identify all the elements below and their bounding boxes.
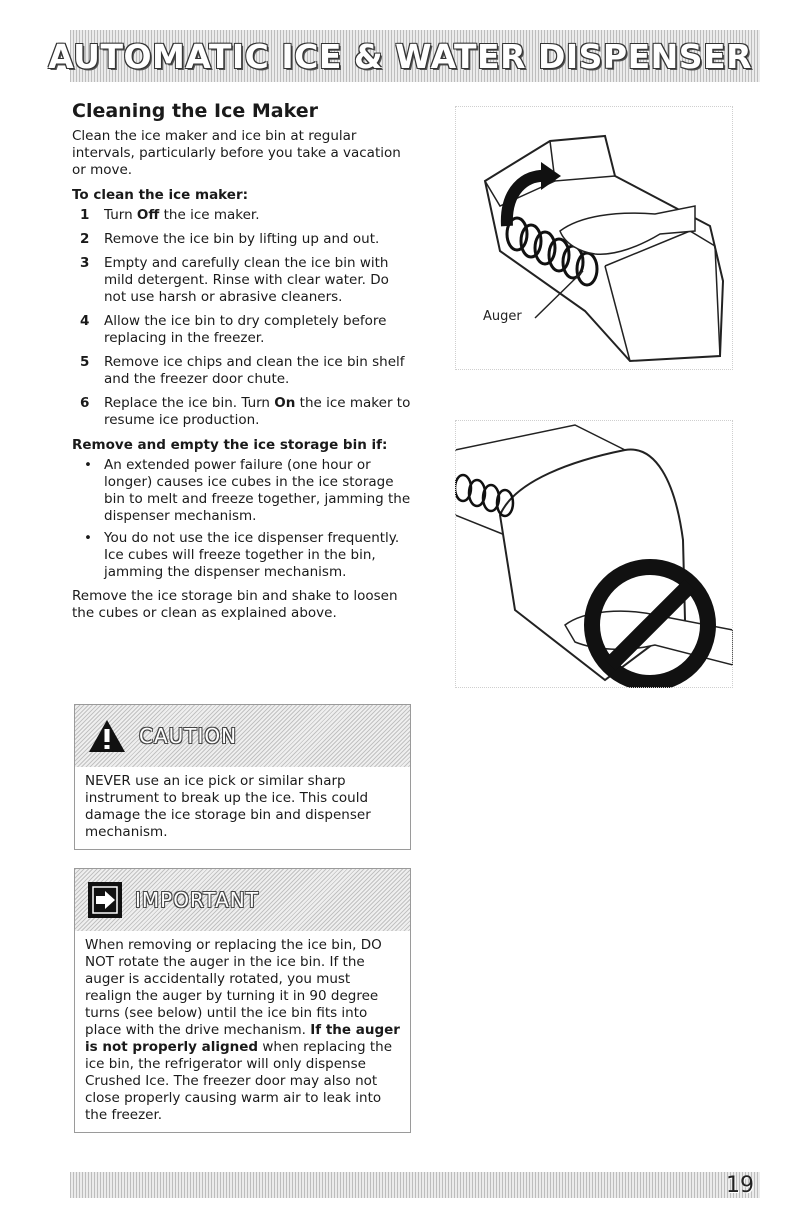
- step-text: Remove the ice bin by lifting up and out.: [104, 231, 380, 247]
- auger-label: Auger: [483, 309, 522, 324]
- bullet-icon: •: [84, 530, 92, 546]
- list-item: [72, 530, 412, 581]
- step-text: Allow the ice bin to dry completely before replacing in the freezer.: [104, 313, 387, 346]
- closing-paragraph: Remove the ice storage bin and shake to loosen the cubes or clean as explained above.: [72, 588, 398, 621]
- step-number: 6: [80, 395, 90, 411]
- footer-bar: [70, 1172, 760, 1198]
- empty-bin-conditions-list: [72, 457, 412, 581]
- step-bold-text: On: [274, 395, 296, 411]
- step-item: [72, 207, 412, 224]
- section-title: Cleaning the Ice Maker: [72, 100, 318, 122]
- step-number: 3: [80, 255, 90, 271]
- important-body: [75, 931, 410, 1132]
- cleaning-steps-list: [72, 207, 412, 429]
- step-number: 4: [80, 313, 90, 329]
- important-box: [74, 868, 411, 1133]
- page-title: AUTOMATIC ICE & WATER DISPENSER: [48, 36, 752, 76]
- intro-paragraph: Clean the ice maker and ice bin at regular intervals, particularly before you take a vacation or move.: [72, 128, 401, 178]
- step-item: [72, 395, 412, 429]
- arrow-box-icon: [87, 881, 123, 919]
- bullet-text: An extended power failure (one hour or longer) causes ice cubes in the ice storage bin to melt and freeze together, jamming the dispenser mechanism.: [104, 457, 411, 524]
- step-text: the ice maker.: [159, 207, 260, 223]
- step-item: [72, 255, 412, 306]
- caution-header: [75, 705, 410, 767]
- step-text: Empty and carefully clean the ice bin with mild detergent. Rinse with clear water. Do not use harsh or abrasive cleaners.: [104, 255, 389, 305]
- prohibited-hand-figure: [455, 420, 733, 688]
- main-text-column: [72, 100, 412, 622]
- step-text: Replace the ice bin. Turn: [104, 395, 275, 411]
- caution-body: NEVER use an ice pick or similar sharp instrument to break up the ice. This could damage the ice storage bin and dispenser mechanism.: [85, 773, 371, 840]
- steps-heading: To clean the ice maker:: [72, 187, 249, 203]
- step-bold-text: Off: [136, 207, 160, 223]
- important-title: IMPORTANT: [135, 888, 259, 912]
- header-banner: [48, 30, 760, 82]
- page-number: 19: [726, 1172, 754, 1198]
- step-item: [72, 231, 412, 248]
- warning-triangle-icon: [87, 718, 127, 754]
- bullet-icon: •: [84, 457, 92, 473]
- step-text: Remove ice chips and clean the ice bin shelf and the freezer door chute.: [104, 354, 405, 387]
- caution-box: [74, 704, 411, 850]
- empty-bin-heading: Remove and empty the ice storage bin if:: [72, 437, 388, 453]
- important-text: when replacing the ice bin, the refrigerator will only dispense Crushed Ice. The freezer door may also not close properly causing warm air to leak into the freezer.: [85, 1039, 393, 1123]
- step-item: [72, 313, 412, 347]
- caution-title: CAUTION: [139, 724, 238, 748]
- step-number: 2: [80, 231, 90, 247]
- step-text: Turn: [104, 207, 137, 223]
- bullet-text: You do not use the ice dispenser frequently. Ice cubes will freeze together in the bin, jamming the dispenser mechanism.: [104, 530, 400, 580]
- important-bold-text: If the auger is not properly aligned: [85, 1022, 400, 1055]
- important-header: [75, 869, 410, 931]
- step-number: 1: [80, 207, 90, 223]
- list-item: [72, 457, 412, 525]
- important-text: When removing or replacing the ice bin, DO NOT rotate the auger in the ice bin. If the auger is accidentally rotated, you must realign the auger by turning it in 90 degree turns (see below) until the ice bin fits into place with the drive mechanism.: [85, 937, 382, 1038]
- ice-bin-auger-figure: [455, 106, 733, 370]
- step-text: the ice maker to resume ice production.: [104, 395, 411, 428]
- step-item: [72, 354, 412, 388]
- step-number: 5: [80, 354, 90, 370]
